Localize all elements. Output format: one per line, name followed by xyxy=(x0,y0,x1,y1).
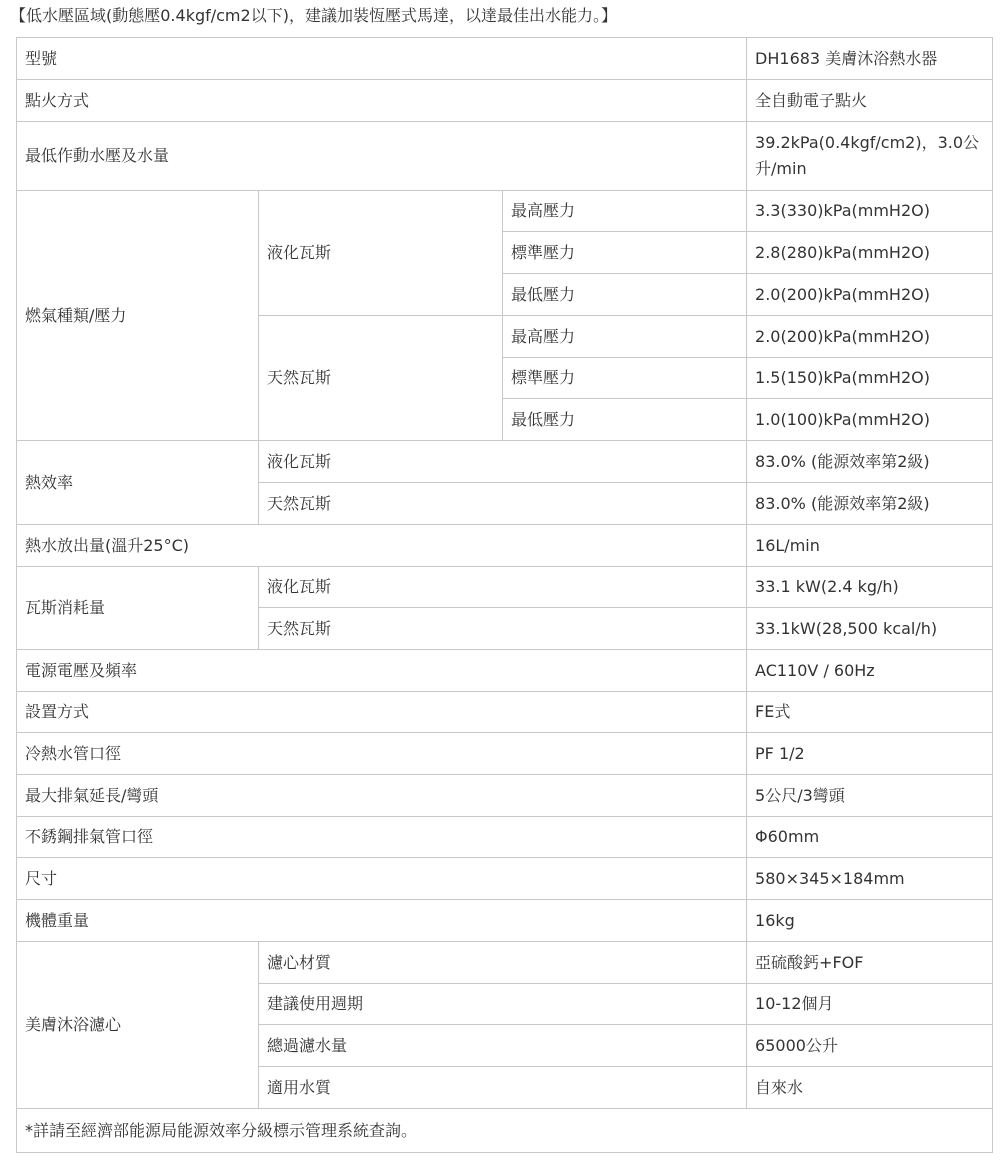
table-row xyxy=(17,817,993,858)
row-value: 5公尺/3彎頭 xyxy=(747,775,993,817)
gas-type-label: 液化瓦斯 xyxy=(259,191,503,316)
row-label: 美膚沐浴濾心 xyxy=(17,942,259,1109)
row-value: DH1683 美膚沐浴熱水器 xyxy=(747,38,993,80)
pressure-label: 最低壓力 xyxy=(503,274,747,316)
row-value: 83.0% (能源效率第2級) xyxy=(747,441,993,483)
row-label: 尺寸 xyxy=(17,858,747,900)
row-value: 全自動電子點火 xyxy=(747,80,993,122)
row-label: 機體重量 xyxy=(17,900,747,942)
row-value: 亞硫酸鈣+FOF xyxy=(747,942,993,984)
row-value: 2.0(200)kPa(mmH2O) xyxy=(747,274,993,316)
table-row xyxy=(17,567,993,608)
table-row xyxy=(17,942,993,984)
gas-type-label: 液化瓦斯 xyxy=(259,441,747,483)
row-value: PF 1/2 xyxy=(747,733,993,775)
row-value: FE式 xyxy=(747,692,993,733)
row-value: 2.8(280)kPa(mmH2O) xyxy=(747,232,993,274)
pressure-label: 標準壓力 xyxy=(503,358,747,399)
row-value: 39.2kPa(0.4kgf/cm2)，3.0公升/min xyxy=(747,122,993,191)
row-label: 電源電壓及頻率 xyxy=(17,650,747,692)
filter-attr-label: 濾心材質 xyxy=(259,942,747,984)
table-row xyxy=(17,775,993,817)
row-value: 1.0(100)kPa(mmH2O) xyxy=(747,399,993,441)
row-label: 設置方式 xyxy=(17,692,747,733)
filter-attr-label: 建議使用週期 xyxy=(259,984,747,1025)
row-label: 燃氣種類/壓力 xyxy=(17,191,259,441)
row-value: 33.1kW(28,500 kcal/h) xyxy=(747,608,993,650)
row-label: 瓦斯消耗量 xyxy=(17,567,259,650)
row-label: 熱水放出量(溫升25°C) xyxy=(17,525,747,567)
table-row xyxy=(17,733,993,775)
row-value: 83.0% (能源效率第2級) xyxy=(747,483,993,525)
row-value: 16kg xyxy=(747,900,993,942)
pressure-label: 最低壓力 xyxy=(503,399,747,441)
row-label: 最低作動水壓及水量 xyxy=(17,122,747,191)
table-row xyxy=(17,80,993,122)
low-pressure-note: 【低水壓區域(動態壓0.4kgf/cm2以下)，建議加裝恆壓式馬達，以達最佳出水能力。】 xyxy=(10,6,617,25)
spec-table xyxy=(16,37,993,1153)
table-row xyxy=(17,858,993,900)
row-value: 65000公升 xyxy=(747,1025,993,1067)
table-row xyxy=(17,191,993,232)
gas-type-label: 天然瓦斯 xyxy=(259,608,747,650)
row-value: 1.5(150)kPa(mmH2O) xyxy=(747,358,993,399)
footnote: *詳請至經濟部能源局能源效率分級標示管理系統查詢。 xyxy=(17,1109,993,1153)
row-value: 3.3(330)kPa(mmH2O) xyxy=(747,191,993,232)
table-row xyxy=(17,900,993,942)
table-row xyxy=(17,38,993,80)
gas-type-label: 天然瓦斯 xyxy=(259,316,503,441)
filter-attr-label: 適用水質 xyxy=(259,1067,747,1109)
row-label: 冷熱水管口徑 xyxy=(17,733,747,775)
gas-type-label: 液化瓦斯 xyxy=(259,567,747,608)
table-row xyxy=(17,1109,993,1153)
table-row xyxy=(17,692,993,733)
pressure-label: 最高壓力 xyxy=(503,191,747,232)
table-row xyxy=(17,122,993,191)
filter-attr-label: 總過濾水量 xyxy=(259,1025,747,1067)
row-value: 2.0(200)kPa(mmH2O) xyxy=(747,316,993,358)
row-label: 不銹鋼排氣管口徑 xyxy=(17,817,747,858)
pressure-label: 最高壓力 xyxy=(503,316,747,358)
row-label: 最大排氣延長/彎頭 xyxy=(17,775,747,817)
table-row xyxy=(17,525,993,567)
row-value: 10-12個月 xyxy=(747,984,993,1025)
row-label: 點火方式 xyxy=(17,80,747,122)
row-value: AC110V / 60Hz xyxy=(747,650,993,692)
pressure-label: 標準壓力 xyxy=(503,232,747,274)
row-label: 型號 xyxy=(17,38,747,80)
row-value: Φ60mm xyxy=(747,817,993,858)
row-value: 自來水 xyxy=(747,1067,993,1109)
row-value: 33.1 kW(2.4 kg/h) xyxy=(747,567,993,608)
row-value: 580×345×184mm xyxy=(747,858,993,900)
table-row xyxy=(17,441,993,483)
table-row xyxy=(17,650,993,692)
row-value: 16L/min xyxy=(747,525,993,567)
row-label: 熱效率 xyxy=(17,441,259,525)
gas-type-label: 天然瓦斯 xyxy=(259,483,747,525)
